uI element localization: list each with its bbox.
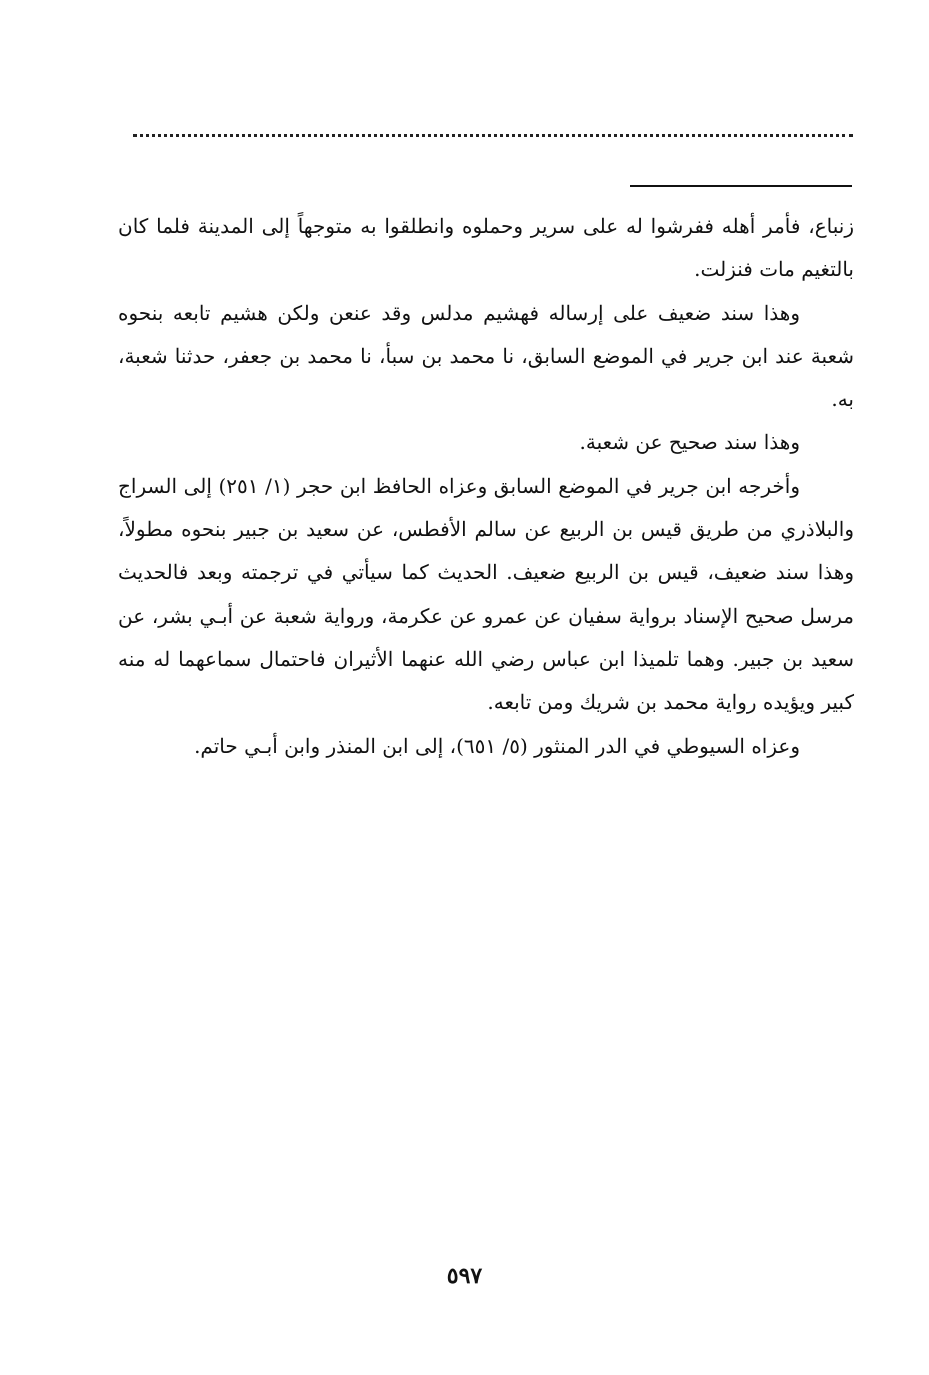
footnote-separator-rule bbox=[630, 185, 852, 187]
page-number: ٥٩٧ bbox=[446, 1263, 483, 1289]
paragraph-2: وهذا سند ضعيف على إرساله فهشيم مدلس وقد عنعن ولكن هشيم تابعه بنحوه شعبة عند ابن جرير في الموضع السابق، نا محمد بن سبأ، نا محمد بن جعفر، حدثنا شعبة، به. bbox=[118, 300, 854, 412]
paragraph-1: زنباع، فأمر أهله ففرشوا له على سرير وحملوه وانطلقوا به متوجهاً إلى المدينة فلما كان بالتغيم مات فنزلت. bbox=[118, 214, 854, 282]
paragraph-4: وأخرجه ابن جرير في الموضع السابق وعزاه الحافظ ابن حجر (١/ ٢٥١) إلى السراج والبلاذري من طريق قيس بن الربيع عن سالم الأفطس، عن سعيد بن جبير بنحوه مطولاً، وهذا سند ضعيف، قيس بن الربيع ضعيف. الحديث كما سيأتي في ترجمته وبعد فالحديث مرسل صحيح الإسناد برواية سفيان عن عمرو عن عكرمة، ورواية شعبة عن أبـي بشر، عن سعيد بن جبير. وهما تلميذا ابن عباس رضي الله عنهما الأثيران فاحتمال سماعهما له منه كبير ويؤيده رواية محمد بن شريك ومن تابعه. bbox=[118, 473, 854, 715]
paragraph-5: وعزاه السيوطي في الدر المنثور (٥/ ٦٥١)، إلى ابن المنذر وابن أبـي حاتم. bbox=[194, 733, 800, 758]
footnote-text-block bbox=[118, 205, 854, 768]
paragraph-3: وهذا سند صحيح عن شعبة. bbox=[579, 430, 800, 455]
header-dotted-rule bbox=[133, 134, 853, 137]
